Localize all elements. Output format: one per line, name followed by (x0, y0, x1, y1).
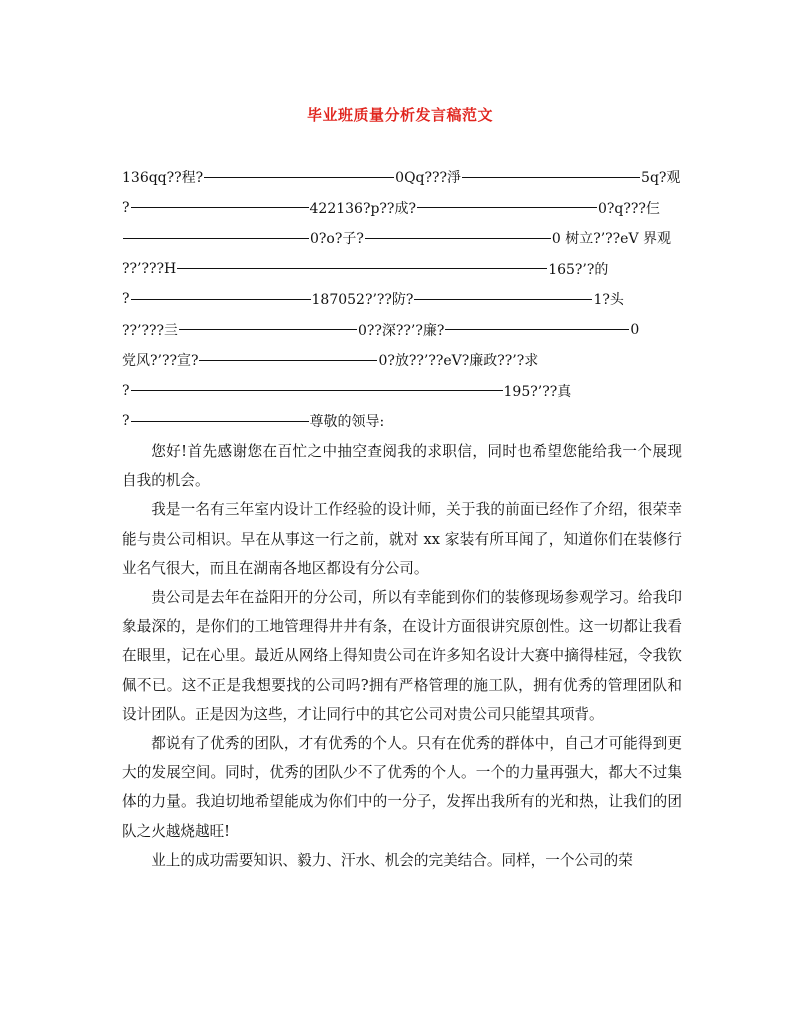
rule-line (179, 329, 357, 330)
rule-line (204, 177, 394, 178)
rule-line (462, 177, 640, 178)
garbled-text: 党风?’??宣? (122, 353, 199, 370)
rule-line (131, 299, 311, 300)
garbled-line (122, 376, 682, 407)
rule-line (177, 268, 547, 269)
garbled-line (122, 345, 682, 376)
garbled-text: 136qq??程? (122, 170, 204, 187)
garbled-line (122, 193, 682, 224)
rule-line (199, 360, 377, 361)
salutation: 尊敬的领导: (309, 414, 385, 431)
rule-line (414, 299, 592, 300)
garbled-header-block (122, 162, 682, 437)
garbled-line (122, 254, 682, 285)
rule-line (417, 207, 597, 208)
garbled-text: 422136?p??成? (309, 200, 416, 217)
garbled-text: 0 树立?’??eV 界观 (551, 231, 672, 248)
rule-line (131, 421, 309, 422)
garbled-text: 165?’?的 (548, 261, 609, 278)
garbled-text: 0?放??’??eV?廉政??’?求 (378, 353, 539, 370)
paragraph: 我是一名有三年室内设计工作经验的设计师，关于我的前面已经作了介绍，很荣幸能与贵公司相识。早在从事这一行之前，就对 xx 家装有所耳闻了，知道你们在装修行业名气很大，而且在湖南各地区都设有分公司。 (122, 501, 682, 577)
garbled-text: 195?’??真 (503, 383, 572, 400)
garbled-text: ? (122, 291, 130, 308)
letter-body (122, 437, 682, 875)
garbled-text: ? (122, 199, 130, 216)
paragraph: 贵公司是去年在益阳开的分公司，所以有幸能到你们的装修现场参观学习。给我印象最深的，是你们的工地管理得井井有条，在设计方面很讲究原创性。这一切都让我看在眼里，记在心里。最近从网络上得知贵公司在许多知名设计大赛中摘得桂冠，令我钦佩不已。这不正是我想要找的公司吗?拥有严格管理的施工队，拥有优秀的管理团队和设计团队。正是因为这些，才让同行中的其它公司对贵公司只能望其项背。 (122, 589, 682, 723)
garbled-line (122, 223, 682, 254)
garbled-text: 0 (630, 321, 640, 338)
document-title: 毕业班质量分析发言稿范文 (306, 106, 493, 124)
garbled-line (122, 162, 682, 193)
rule-line (131, 390, 503, 391)
garbled-text: 0Qq???淨 (395, 170, 462, 187)
garbled-text: ? (122, 382, 130, 399)
garbled-line (122, 406, 682, 437)
garbled-text: 0?o?子? (310, 231, 364, 248)
garbled-text: 0?q???仨 (597, 200, 660, 217)
garbled-text: 5q?观 (641, 170, 681, 187)
garbled-line (122, 315, 682, 346)
paragraph: 都说有了优秀的团队，才有优秀的个人。只有在优秀的群体中，自己才可能得到更大的发展空间。同时，优秀的团队少不了优秀的个人。一个的力量再强大，都大不过集体的力量。我迫切地希望能成为你们中的一分子，发挥出我所有的光和热，让我们的团队之火越烧越旺! (122, 735, 682, 840)
garbled-text: 0??深??’?廉? (357, 322, 445, 339)
paragraph: 业上的成功需要知识、毅力、汗水、机会的完美结合。同样，一个公司的荣 (151, 851, 633, 869)
rule-line (365, 238, 551, 239)
paragraph: 您好!首先感谢您在百忙之中抽空查阅我的求职信，同时也希望您能给我一个展现自我的机会。 (122, 443, 682, 490)
rule-line (123, 238, 309, 239)
rule-line (131, 207, 309, 208)
garbled-line (122, 284, 682, 315)
garbled-text: 187052?’??防? (311, 292, 414, 309)
rule-line (445, 329, 629, 330)
garbled-text: ? (122, 413, 130, 430)
garbled-text: 1?头 (593, 292, 624, 309)
garbled-text: ??’???H (122, 260, 177, 277)
garbled-text: ??’???亖 (122, 322, 178, 339)
